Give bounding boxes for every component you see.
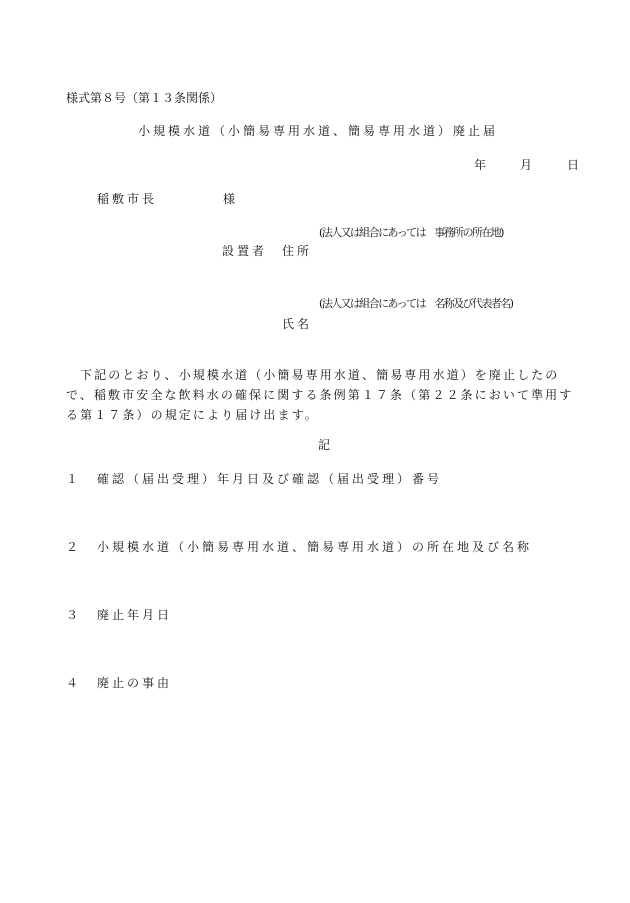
- applicant-role-label: 設置者: [222, 244, 268, 258]
- body-text: 下記のとおり、小規模水道（小簡易専用水道、簡易専用水道）を廃止したので、稲敷市安全な飲料水の確保に関する条例第１７条（第２２条において準用する第１７条）の規定により届け出ます。: [66, 368, 574, 422]
- notation-heading: 記: [318, 438, 331, 452]
- item-text: 確認（届出受理）年月日及び確認（届出受理）番号: [97, 472, 443, 486]
- document-title: 小規模水道（小簡易専用水道、簡易専用水道）廃止届: [138, 124, 499, 138]
- item-number: ４: [66, 676, 79, 690]
- item-text: 小規模水道（小簡易専用水道、簡易専用水道）の所在地及び名称: [97, 540, 533, 554]
- item-number: １: [66, 472, 79, 486]
- name-label: 氏名: [282, 317, 313, 331]
- item-text: 廃止の事由: [97, 676, 173, 690]
- form-number: 様式第８号（第１３条関係）: [66, 91, 223, 105]
- addressee-name: 稲敷市長: [97, 192, 158, 206]
- date-day-label: 日: [567, 158, 580, 172]
- address-label: 住所: [282, 244, 313, 258]
- address-note: (法人又は組合にあっては 事務所の所在地): [319, 226, 503, 239]
- item-text: 廃止年月日: [97, 608, 173, 622]
- date-month-label: 月: [520, 158, 533, 172]
- date-year-label: 年: [474, 158, 487, 172]
- name-note: (法人又は組合にあっては 名称及び代表者名): [319, 297, 513, 310]
- addressee-honorific: 様: [223, 192, 236, 206]
- item-number: ３: [66, 608, 79, 622]
- item-number: ２: [66, 540, 79, 554]
